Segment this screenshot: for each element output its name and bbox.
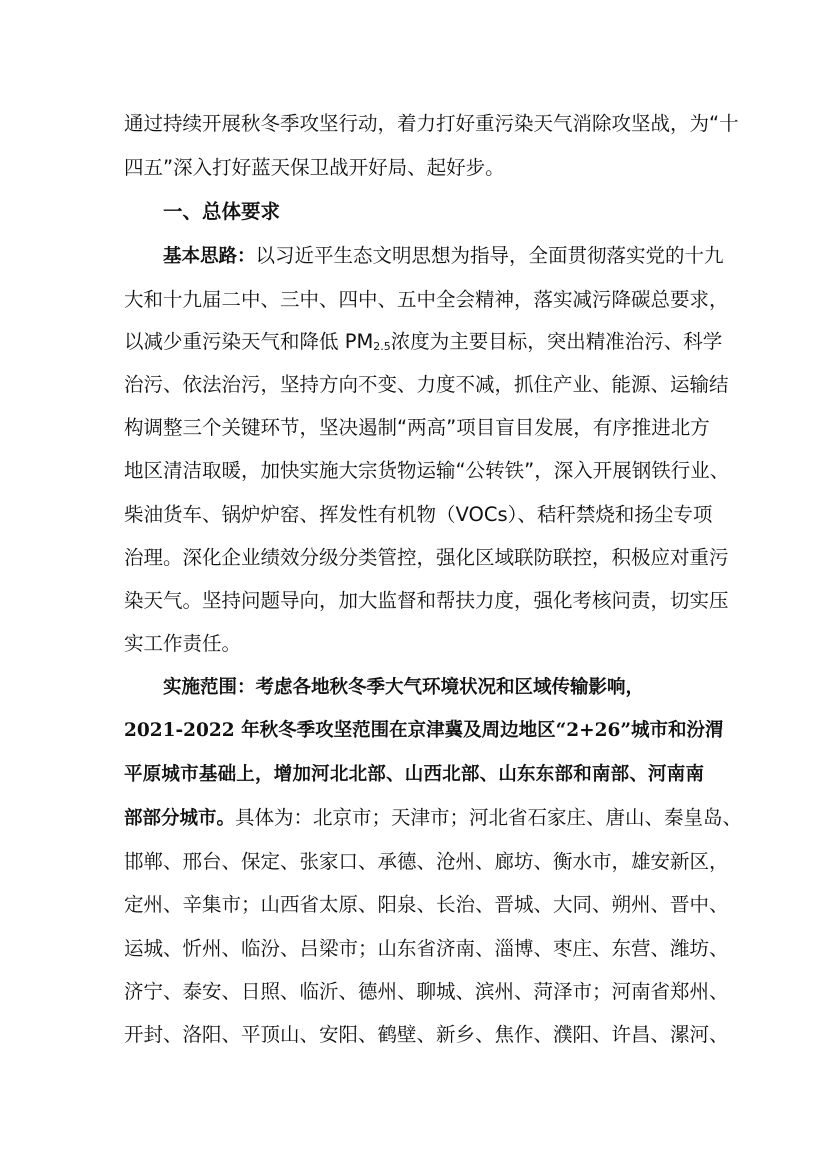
intro-line-1: 通过持续开展秋冬季攻坚行动，着力打好重污染天气消除攻坚战，为“十 — [124, 112, 739, 135]
basic-label: 基本思路： — [163, 246, 256, 267]
section-heading: 一、总体要求 — [163, 200, 281, 223]
basic-line-3-post: 浓度为主要目标，突出精准治污、科学 — [390, 330, 723, 353]
scope-line-6: 定州、辛集市；山西省太原、阳泉、长治、晋城、大同、朔州、晋中、 — [124, 893, 729, 916]
pm-subscript: 2.5 — [373, 340, 391, 353]
scope-line-4-text: 具体为：北京市；天津市；河北省石家庄、唐山、秦皇岛、 — [235, 806, 743, 829]
scope-line-4 — [124, 803, 743, 833]
scope-line-9: 开封、洛阳、平顶山、安阳、鹤壁、新乡、焦作、濮阳、许昌、漯河、 — [124, 1023, 729, 1046]
scope-line-1: 实施范围：考虑各地秋冬季大气环境状况和区域传输影响， — [163, 677, 645, 698]
scope-line-5: 邯郸、邢台、保定、张家口、承德、沧州、廊坊、衡水市，雄安新区， — [124, 850, 729, 873]
basic-line-2: 大和十九届二中、三中、四中、五中全会精神，落实减污降碳总要求， — [124, 288, 729, 311]
scope-line-8: 济宁、泰安、日照、临沂、德州、聊城、滨州、菏泽市；河南省郑州、 — [124, 980, 729, 1003]
scope-line-2: 2021-2022 年秋冬季攻坚范围在京津冀及周边地区“2+26”城市和汾渭 — [124, 720, 724, 741]
basic-line-1-text: 以习近平生态文明思想为指导，全面贯彻落实党的十九 — [255, 244, 724, 267]
basic-line-9: 染天气。坚持问题导向，加大监督和帮扶力度，强化考核问责，切实压 — [124, 589, 729, 612]
basic-line-10: 实工作责任。 — [124, 632, 242, 655]
basic-line-1 — [163, 241, 724, 271]
basic-line-3-pre: 以减少重污染天气和降低 PM — [124, 330, 374, 353]
scope-line-3: 平原城市基础上，增加河北北部、山西北部、山东东部和南部、河南南 — [124, 764, 704, 785]
basic-line-3 — [124, 327, 723, 357]
basic-line-5: 构调整三个关键环节，坚决遏制“两高”项目盲目发展，有序推进北方 — [124, 416, 710, 439]
intro-line-2: 四五”深入打好蓝天保卫战开好局、起好步。 — [124, 156, 505, 179]
basic-line-8: 治理。深化企业绩效分级分类管控，强化区域联防联控，积极应对重污 — [124, 546, 729, 569]
basic-line-7: 柴油货车、锅炉炉窑、挥发性有机物（VOCs）、秸秆禁烧和扬尘专项 — [124, 503, 713, 526]
basic-line-6: 地区清洁取暖，加快实施大宗货物运输“公转铁”，深入开展钢铁行业、 — [124, 459, 730, 482]
scope-line-7: 运城、忻州、临汾、吕梁市；山东省济南、淄博、枣庄、东营、潍坊、 — [124, 937, 729, 960]
scope-line-4-bold: 部部分城市。 — [124, 808, 236, 829]
basic-line-4: 治污、依法治污，坚持方向不变、力度不减，抓住产业、能源、运输结 — [124, 373, 729, 396]
